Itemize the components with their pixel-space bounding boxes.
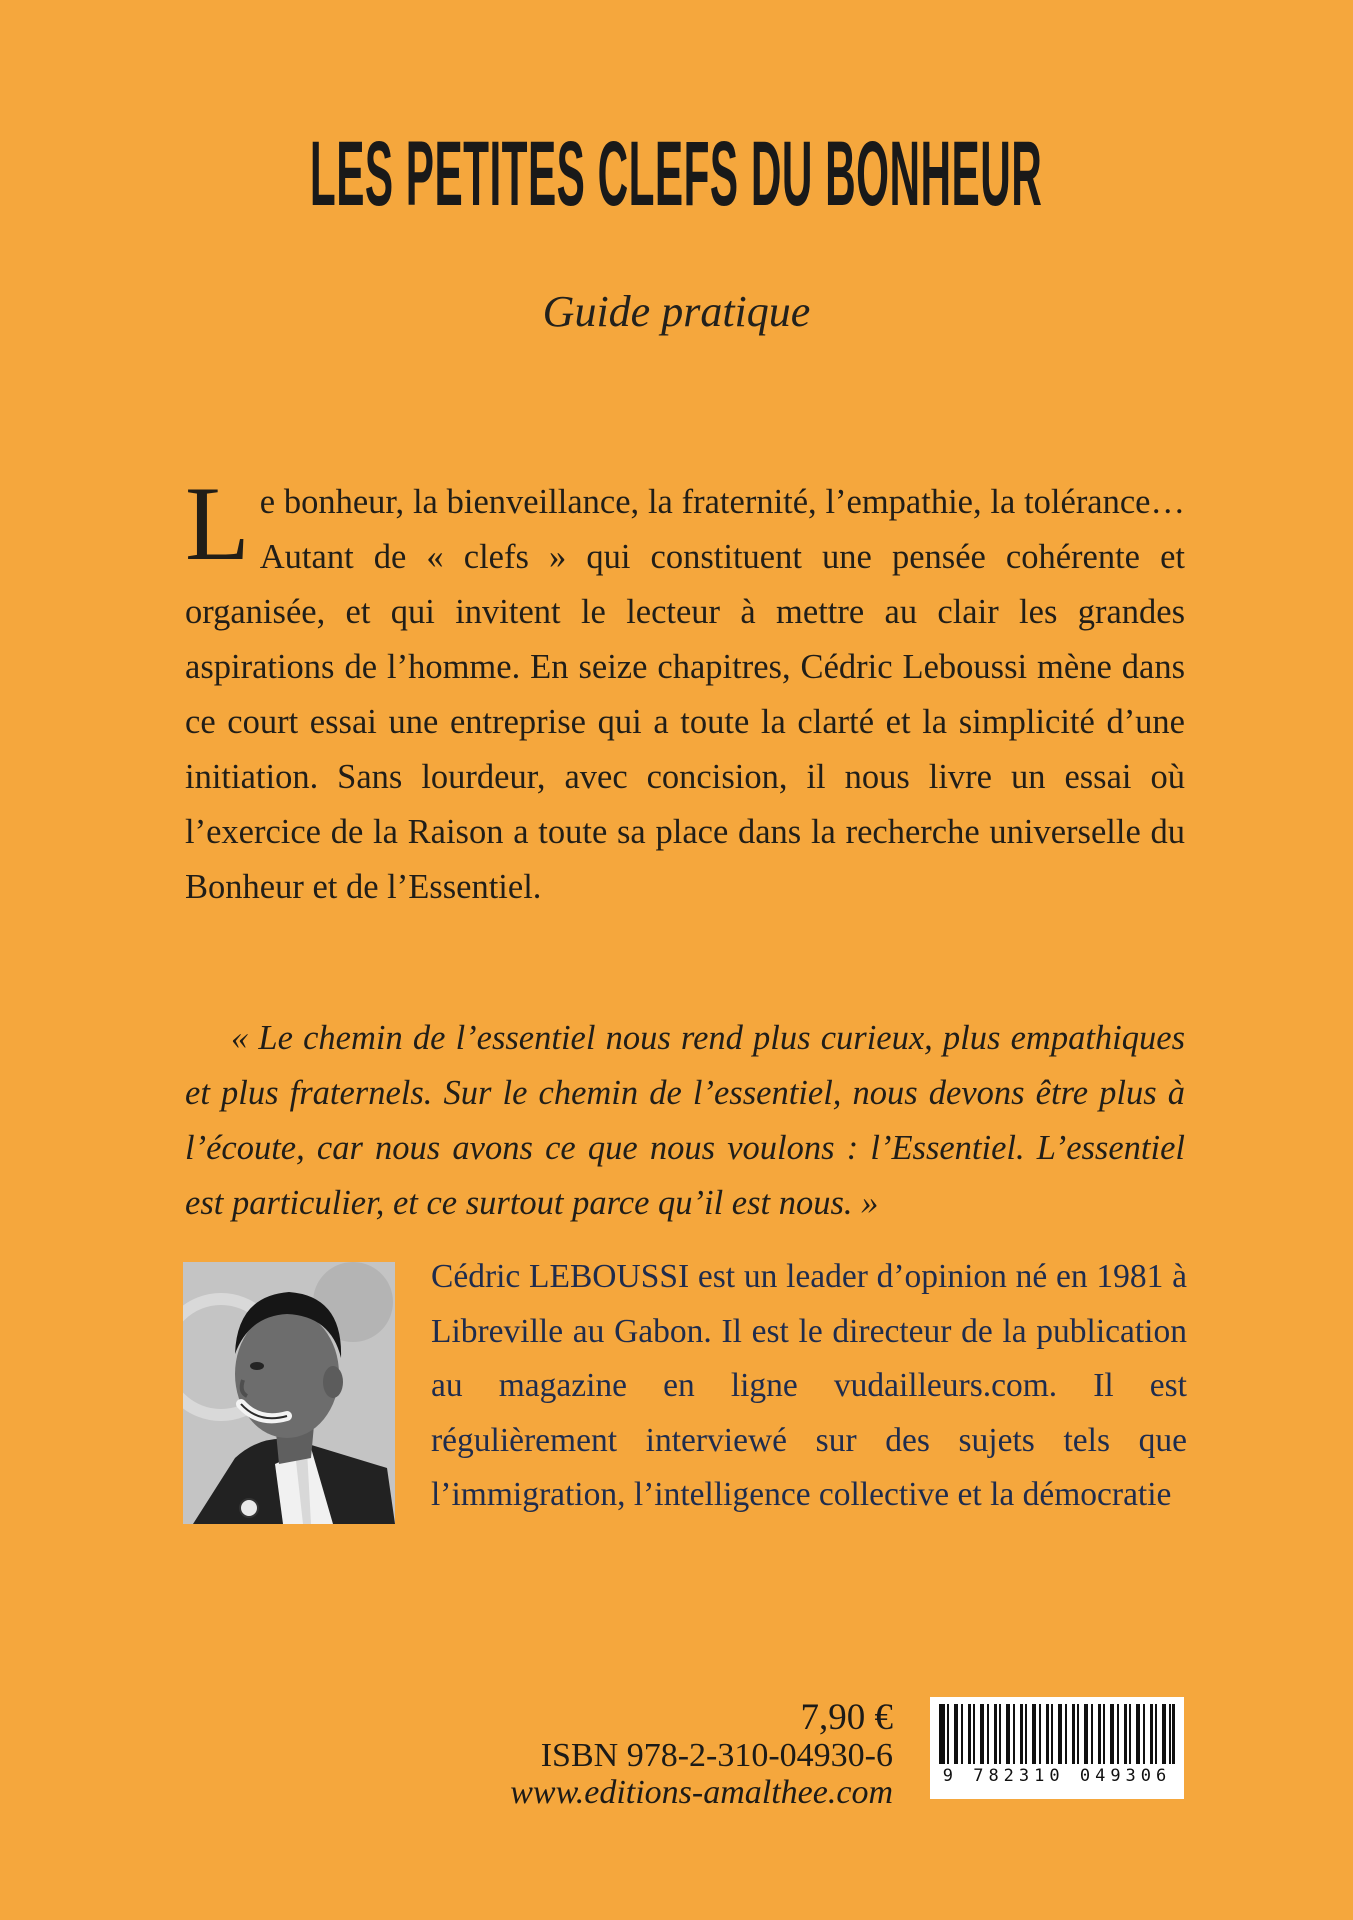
synopsis-text: e bonheur, la bienveillance, la fraternité, l’empathie, la tolérance… Autant de « clefs » qui constituent une pensée cohérente et organisée, et qui invitent le lecteur à mettre au clair les grandes aspirations de l’homme. En seize chapitres, Cédric Leboussi mène dans ce court essai une entreprise qui a toute la clarté et la simplicité d’une initiation. Sans lourdeur, avec concision, il nous livre un essai où l’exercice de la Raison a toute sa place dans la recherche universelle du Bonheur et de l’Essentiel. — [185, 482, 1185, 906]
barcode-bars — [939, 1704, 1175, 1764]
price: 7,90 € — [800, 1697, 893, 1738]
publisher-website: www.editions-amalthee.com — [510, 1774, 893, 1811]
publisher-info — [510, 1698, 893, 1811]
author-photo — [183, 1262, 395, 1524]
quote-paragraph: « Le chemin de l’essentiel nous rend plus curieux, plus empathiques et plus fraternels. Sur le chemin de l’essentiel, nous devons être plus à l’écoute, car nous avons ce que nous voulons : l’Essentiel. L’essentiel est particulier, et ce surtout parce qu’il est nous. » — [185, 1018, 1185, 1222]
author-section — [183, 1258, 1187, 1556]
barcode-digits: 9 782310 049306 — [942, 1766, 1172, 1786]
barcode — [930, 1697, 1184, 1799]
author-bio: Cédric LEBOUSSI est un leader d’opinion né en 1981 à Libreville au Gabon. Il est le directeur de la publication au magazine en ligne vudailleurs.com. Il est régulièrement interviewé sur des sujets tels que l’immigration, l’intelligence collective et la démocratie — [431, 1258, 1187, 1513]
book-subtitle: Guide pratique — [542, 287, 811, 336]
drop-cap: L — [185, 464, 250, 582]
title-wrap — [0, 123, 1353, 225]
book-title: LES PETITES CLEFS DU BONHEUR — [310, 123, 1043, 225]
isbn: ISBN 978-2-310-04930-6 — [540, 1737, 893, 1774]
author-portrait-illustration — [183, 1262, 395, 1524]
synopsis-paragraph — [185, 464, 1185, 915]
